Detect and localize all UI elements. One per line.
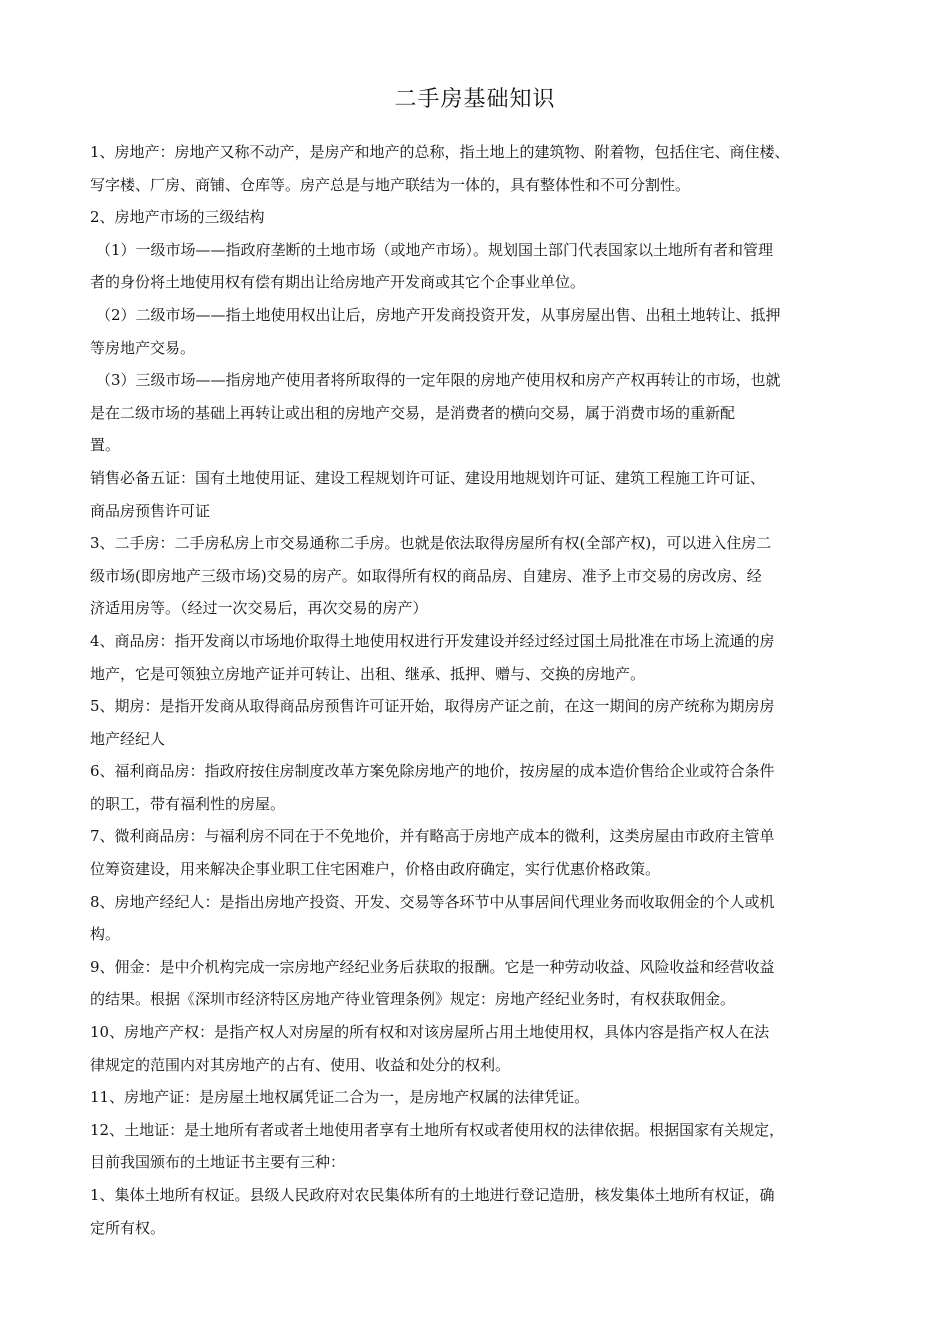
text-line: 2、房地产市场的三级结构 xyxy=(90,208,265,227)
text-line: 是在二级市场的基础上再转让或出租的房地产交易，是消费者的横向交易，属于消费市场的重新配 xyxy=(90,403,736,422)
text-line: 11、房地产证：是房屋土地权属凭证二合为一，是房地产权属的法律凭证。 xyxy=(90,1088,590,1107)
text-line: 9、佣金：是中介机构完成一宗房地产经纪业务后获取的报酬。它是一种劳动收益、风险收益和经营收益 xyxy=(90,957,775,976)
text-line: 等房地产交易。 xyxy=(90,338,196,357)
text-line: （2）二级市场——指土地使用权出让后，房地产开发商投资开发，从事房屋出售、出租土地转让、抵押 xyxy=(96,305,781,324)
text-line: （1）一级市场——指政府垄断的土地市场（或地产市场）。规划国土部门代表国家以土地所有者和管理 xyxy=(96,240,774,259)
text-line: 目前我国颁布的土地证书主要有三种： xyxy=(90,1153,346,1172)
text-line: 4、商品房：指开发商以市场地价取得土地使用权进行开发建设并经过经过国土局批准在市场上流通的房 xyxy=(90,631,775,650)
text-line: 定所有权。 xyxy=(90,1218,166,1237)
text-line: 的职工，带有福利性的房屋。 xyxy=(90,794,286,813)
document-body xyxy=(90,136,890,1244)
text-line: 者的身份将土地使用权有偿有期出让给房地产开发商或其它个企事业单位。 xyxy=(90,273,586,292)
text-line: 1、集体土地所有权证。县级人民政府对农民集体所有的土地进行登记造册，核发集体土地所有权证，确 xyxy=(90,1186,775,1204)
text-line: 写字楼、厂房、商铺、仓库等。房产总是与地产联结为一体的，具有整体性和不可分割性。 xyxy=(90,175,691,194)
text-line: 8、房地产经纪人：是指出房地产投资、开发、交易等各环节中从事居间代理业务而收取佣金的个人或机 xyxy=(90,892,775,911)
text-line: 1、房地产：房地产又称不动产，是房产和地产的总称，指土地上的建筑物、附着物，包括住宅、商住楼、 xyxy=(90,143,790,161)
text-line: （3）三级市场——指房地产使用者将所取得的一定年限的房地产使用权和房产产权再转让的市场，也就 xyxy=(96,371,781,390)
text-line: 构。 xyxy=(90,925,121,944)
text-line: 10、房地产产权：是指产权人对房屋的所有权和对该房屋所占用土地使用权，具体内容是指产权人在法 xyxy=(90,1023,770,1042)
text-line: 商品房预售许可证 xyxy=(90,501,211,520)
page-title: 二手房基础知识 xyxy=(394,87,556,112)
text-line: 位筹资建设，用来解决企事业职工住宅困难户，价格由政府确定，实行优惠价格政策。 xyxy=(90,860,661,879)
text-line: 3、二手房：二手房私房上市交易通称二手房。也就是依法取得房屋所有权(全部产权)，可以进入住房二 xyxy=(90,534,772,553)
text-line: 销售必备五证：国有土地使用证、建设工程规划许可证、建设用地规划许可证、建筑工程施工许可证、 xyxy=(90,468,766,487)
text-line: 7、微利商品房：与福利房不同在于不免地价，并有略高于房地产成本的微利，这类房屋由市政府主管单 xyxy=(90,827,775,846)
text-line: 地产经纪人 xyxy=(90,729,166,748)
text-line: 济适用房等。（经过一次交易后，再次交易的房产） xyxy=(90,599,428,618)
text-line: 级市场(即房地产三级市场)交易的房产。如取得所有权的商品房、自建房、准予上市交易的房改房、经 xyxy=(90,566,762,585)
text-line: 的结果。根据《深圳市经济特区房地产待业管理条例》规定：房地产经纪业务时，有权获取佣金。 xyxy=(90,990,736,1009)
text-line: 5、期房：是指开发商从取得商品房预售许可证开始，取得房产证之前，在这一期间的房产统称为期房房 xyxy=(90,697,775,716)
text-line: 律规定的范围内对其房地产的占有、使用、收益和处分的权利。 xyxy=(90,1055,511,1074)
text-line: 置。 xyxy=(90,436,121,455)
text-line: 6、福利商品房：指政府按住房制度改革方案免除房地产的地价，按房屋的成本造价售给企业或符合条件 xyxy=(90,762,775,781)
text-line: 地产，它是可领独立房地产证并可转让、出租、继承、抵押、赠与、交换的房地产。 xyxy=(90,664,646,683)
text-line: 12、土地证：是土地所有者或者土地使用者享有土地所有权或者使用权的法律依据。根据国家有关规定， xyxy=(90,1120,785,1139)
